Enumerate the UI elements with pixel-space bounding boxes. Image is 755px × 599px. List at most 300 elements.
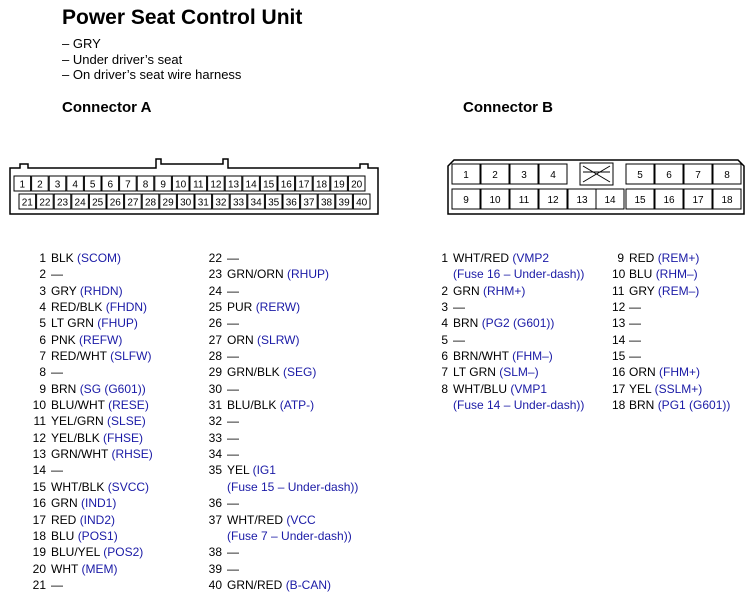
pin-description bbox=[51, 397, 149, 413]
pin-description bbox=[227, 577, 331, 593]
pin-row bbox=[20, 348, 153, 364]
pin-row bbox=[196, 430, 358, 446]
connector-a-pin-26-label: 26 bbox=[109, 197, 121, 209]
connector-b-pin-14-label: 14 bbox=[604, 195, 616, 206]
connector-a-pin-9-label: 9 bbox=[160, 179, 166, 191]
pin-number: 27 bbox=[208, 332, 222, 347]
signal-name: (SCOM) bbox=[77, 251, 122, 265]
signal-name: (REM+) bbox=[657, 251, 700, 265]
wire-color: PNK bbox=[51, 332, 76, 347]
pin-number: 5 bbox=[441, 332, 448, 347]
connector-a-pin-list-2 bbox=[196, 250, 358, 593]
pin-number: 11 bbox=[33, 414, 46, 429]
signal-name: (IND2) bbox=[79, 512, 116, 527]
signal-name: (RESE) bbox=[108, 398, 149, 413]
pin-description bbox=[51, 446, 153, 462]
signal-fuse-note: (Fuse 14 – Under-dash)) bbox=[453, 398, 585, 413]
pin-row bbox=[196, 561, 358, 577]
connector-a-pin-5-label: 5 bbox=[89, 179, 96, 191]
pin-description bbox=[453, 364, 539, 380]
wire-color: — bbox=[227, 414, 239, 429]
pin-number: 18 bbox=[612, 398, 626, 413]
connector-a-pin-27-label: 27 bbox=[127, 197, 139, 209]
pin-row bbox=[196, 397, 358, 413]
pin-description bbox=[227, 283, 239, 299]
signal-name: (SLFW) bbox=[110, 349, 152, 364]
connector-a-pin-17-label: 17 bbox=[298, 179, 310, 191]
signal-name: (FHUP) bbox=[97, 316, 138, 331]
pin-number: 32 bbox=[208, 414, 222, 429]
pin-description bbox=[51, 479, 149, 495]
pin-row bbox=[20, 299, 153, 315]
pin-row bbox=[20, 561, 153, 577]
wire-color: — bbox=[51, 267, 63, 282]
pin-row bbox=[20, 430, 153, 446]
pin-number: 21 bbox=[32, 577, 46, 592]
pin-description bbox=[227, 430, 239, 446]
signal-name: (RHSE) bbox=[111, 447, 153, 462]
pin-number: 20 bbox=[32, 561, 46, 576]
connector-a-pin-34-label: 34 bbox=[250, 197, 262, 209]
pin-row bbox=[20, 479, 153, 495]
connector-b-pin-5-label: 5 bbox=[637, 170, 643, 181]
signal-name: (IND1) bbox=[81, 496, 117, 511]
connector-b-pin-11-label: 11 bbox=[518, 195, 530, 206]
note-color: – GRY bbox=[62, 36, 101, 51]
wire-color: GRY bbox=[51, 283, 77, 298]
signal-fuse-note: (Fuse 16 – Under-dash)) bbox=[453, 267, 585, 282]
pin-number: 7 bbox=[39, 349, 46, 364]
pin-number: 3 bbox=[39, 283, 46, 298]
pin-number: 5 bbox=[39, 316, 46, 331]
pin-row bbox=[20, 446, 153, 462]
pin-row bbox=[196, 332, 358, 348]
pin-description bbox=[629, 250, 699, 266]
pin-number: 31 bbox=[208, 398, 222, 413]
pin-row bbox=[438, 364, 584, 380]
wire-color: — bbox=[227, 381, 239, 396]
connector-a-pin-39-label: 39 bbox=[338, 197, 350, 209]
signal-name: (SLRW) bbox=[257, 332, 300, 347]
wire-color: WHT/BLU bbox=[453, 381, 507, 396]
pin-row bbox=[196, 544, 358, 560]
signal-fuse-note: (Fuse 7 – Under-dash)) bbox=[227, 528, 352, 543]
signal-name: (FHDN) bbox=[105, 300, 148, 315]
pin-number: 15 bbox=[612, 349, 626, 364]
pin-number: 13 bbox=[612, 316, 626, 331]
pin-number: 4 bbox=[39, 300, 46, 315]
signal-name: (VMP2 bbox=[512, 251, 550, 265]
pin-description bbox=[629, 332, 641, 348]
pin-number: 38 bbox=[208, 545, 222, 560]
wire-color: BRN bbox=[453, 316, 479, 331]
signal-name: (SG (G601)) bbox=[79, 381, 146, 396]
wire-color: WHT/RED bbox=[227, 512, 283, 527]
pin-description bbox=[453, 381, 584, 414]
connector-a-pin-19-label: 19 bbox=[333, 179, 345, 191]
pin-row bbox=[20, 577, 153, 593]
pin-number: 12 bbox=[32, 430, 46, 445]
wire-color: GRN/RED bbox=[227, 577, 283, 592]
wire-color: — bbox=[227, 349, 239, 364]
connector-b-pin-list-2 bbox=[612, 250, 730, 413]
pin-description bbox=[51, 315, 138, 331]
pin-number: 16 bbox=[612, 365, 626, 380]
wire-color: RED/WHT bbox=[51, 349, 107, 364]
pin-row bbox=[20, 528, 153, 544]
wire-color: PUR bbox=[227, 300, 253, 315]
wire-color: — bbox=[227, 561, 239, 576]
pin-description bbox=[51, 544, 143, 560]
wire-color: WHT/BLK bbox=[51, 479, 105, 494]
pin-number: 23 bbox=[208, 267, 222, 282]
pin-description bbox=[51, 561, 117, 577]
connector-a-pin-1-label: 1 bbox=[19, 179, 26, 191]
connector-b-pin-15-label: 15 bbox=[634, 195, 646, 206]
connector-a-pin-10-label: 10 bbox=[175, 179, 187, 191]
connector-b-pin-list-1 bbox=[438, 250, 584, 413]
pin-row bbox=[612, 299, 730, 315]
pin-row bbox=[438, 348, 584, 364]
wire-color: BLU bbox=[51, 528, 75, 543]
connector-a-pin-28-label: 28 bbox=[144, 197, 157, 209]
wire-color: — bbox=[227, 251, 239, 265]
wire-color: BRN bbox=[629, 398, 655, 413]
connector-a-pin-35-label: 35 bbox=[268, 197, 280, 209]
pin-number: 26 bbox=[208, 316, 222, 331]
pin-row bbox=[20, 413, 153, 429]
pin-row bbox=[612, 381, 730, 397]
pin-row bbox=[612, 348, 730, 364]
wire-color: — bbox=[629, 349, 641, 364]
pin-number: 17 bbox=[32, 512, 46, 527]
connector-a-pin-list-1 bbox=[20, 250, 153, 593]
pin-number: 1 bbox=[39, 251, 46, 265]
pin-number: 28 bbox=[208, 349, 222, 364]
pin-description bbox=[453, 332, 465, 348]
connector-a-pin-22-label: 22 bbox=[39, 197, 51, 209]
signal-name: (B-CAN) bbox=[285, 577, 332, 592]
connector-b-title: Connector B bbox=[463, 99, 553, 116]
pin-description bbox=[227, 348, 239, 364]
connector-a-pin-23-label: 23 bbox=[56, 197, 69, 209]
signal-name: (REM–) bbox=[657, 283, 700, 298]
pin-description bbox=[629, 266, 698, 282]
pin-row bbox=[612, 283, 730, 299]
pin-description bbox=[227, 266, 329, 282]
wire-color: GRN/WHT bbox=[51, 447, 109, 462]
wire-color: RED bbox=[629, 251, 655, 265]
connector-a-pin-20-label: 20 bbox=[351, 179, 363, 191]
pin-row bbox=[612, 332, 730, 348]
wire-color: — bbox=[227, 430, 239, 445]
signal-name: (ATP-) bbox=[279, 398, 315, 413]
connector-a-pin-12-label: 12 bbox=[210, 179, 222, 191]
page-title: Power Seat Control Unit bbox=[62, 6, 303, 29]
wire-color: GRN bbox=[453, 283, 480, 298]
signal-name: (FHM+) bbox=[659, 365, 701, 380]
pin-number: 40 bbox=[208, 577, 222, 592]
pin-row bbox=[438, 250, 584, 283]
connector-b-pin-1-label: 1 bbox=[463, 170, 469, 181]
pin-number: 35 bbox=[208, 463, 222, 478]
pin-number: 29 bbox=[208, 365, 222, 380]
pin-description bbox=[227, 397, 314, 413]
signal-name: (VCC bbox=[286, 512, 316, 527]
signal-name: (FHSE) bbox=[103, 430, 144, 445]
pin-row bbox=[20, 364, 153, 380]
pin-row bbox=[196, 577, 358, 593]
pin-description bbox=[51, 495, 116, 511]
pin-number: 1 bbox=[441, 251, 448, 265]
connector-a-pin-33-label: 33 bbox=[232, 197, 245, 209]
connector-a-pin-3-label: 3 bbox=[54, 179, 61, 191]
pin-number: 8 bbox=[39, 365, 46, 380]
pin-row bbox=[612, 266, 730, 282]
wire-color: — bbox=[51, 577, 63, 592]
connector-b-pin-3-label: 3 bbox=[521, 170, 527, 181]
pin-row bbox=[612, 397, 730, 413]
connector-b-pin-17-label: 17 bbox=[692, 195, 704, 206]
connector-a-pin-31-label: 31 bbox=[197, 197, 209, 209]
pin-number: 11 bbox=[612, 283, 625, 298]
pin-row bbox=[20, 332, 153, 348]
pin-description bbox=[51, 283, 123, 299]
pin-row bbox=[612, 315, 730, 331]
wire-color: BLU/WHT bbox=[51, 398, 105, 413]
connector-a-pin-24-label: 24 bbox=[74, 197, 86, 209]
signal-name: (IG1 bbox=[252, 463, 276, 478]
pin-number: 18 bbox=[32, 528, 46, 543]
wire-color: LT GRN bbox=[51, 316, 94, 331]
connector-a-pin-36-label: 36 bbox=[285, 197, 297, 209]
pin-description bbox=[51, 512, 115, 528]
pin-description bbox=[51, 413, 146, 429]
signal-name: (FHM–) bbox=[512, 349, 553, 364]
signal-name: (POS2) bbox=[103, 545, 144, 560]
wire-color: — bbox=[227, 545, 239, 560]
pin-number: 16 bbox=[32, 496, 46, 511]
pin-number: 13 bbox=[32, 447, 46, 462]
wire-color: WHT/RED bbox=[453, 251, 509, 265]
pin-description bbox=[453, 299, 465, 315]
connector-b-pin-16-label: 16 bbox=[663, 195, 675, 206]
wire-color: BRN bbox=[51, 381, 77, 396]
connector-a-pin-13-label: 13 bbox=[227, 179, 240, 191]
pin-number: 36 bbox=[208, 496, 222, 511]
pin-description bbox=[629, 397, 730, 413]
pin-description bbox=[51, 348, 151, 364]
connector-a-pin-37-label: 37 bbox=[303, 197, 315, 209]
pin-row bbox=[438, 283, 584, 299]
signal-name: (PG2 (G601)) bbox=[481, 316, 555, 331]
wire-color: BRN/WHT bbox=[453, 349, 509, 364]
pin-description bbox=[227, 250, 239, 266]
pin-description bbox=[227, 462, 358, 495]
signal-name: (RHM+) bbox=[483, 283, 526, 298]
pin-description bbox=[629, 348, 641, 364]
wire-color: WHT bbox=[51, 561, 79, 576]
pin-row bbox=[20, 381, 153, 397]
wire-color: RED bbox=[51, 512, 77, 527]
connector-b-pin-12-label: 12 bbox=[547, 195, 559, 206]
connector-a-pin-40-label: 40 bbox=[356, 197, 368, 209]
pin-number: 12 bbox=[612, 300, 626, 315]
wire-color: YEL bbox=[629, 381, 652, 396]
pin-number: 30 bbox=[208, 381, 222, 396]
pin-description bbox=[227, 446, 239, 462]
pin-number: 9 bbox=[617, 251, 624, 265]
pin-description bbox=[227, 332, 299, 348]
pin-row bbox=[20, 250, 153, 266]
note-harness: – On driver’s seat wire harness bbox=[62, 67, 242, 82]
wire-color: — bbox=[227, 283, 239, 298]
wire-color: — bbox=[629, 316, 641, 331]
connector-a-pin-14-label: 14 bbox=[245, 179, 257, 191]
connector-a-pin-29-label: 29 bbox=[162, 197, 174, 209]
pin-description bbox=[227, 364, 316, 380]
connector-a-pin-18-label: 18 bbox=[315, 179, 328, 191]
pin-description bbox=[51, 299, 147, 315]
pin-row bbox=[438, 332, 584, 348]
pin-number: 4 bbox=[441, 316, 448, 331]
pin-description bbox=[51, 364, 63, 380]
pin-number: 14 bbox=[612, 332, 626, 347]
pin-description bbox=[51, 577, 63, 593]
signal-name: (REFW) bbox=[79, 332, 123, 347]
pin-row bbox=[438, 299, 584, 315]
pin-row bbox=[196, 250, 358, 266]
pin-row bbox=[196, 495, 358, 511]
pin-row bbox=[438, 381, 584, 414]
pin-row bbox=[196, 348, 358, 364]
wire-color: GRN/ORN bbox=[227, 267, 284, 282]
wire-color: YEL/BLK bbox=[51, 430, 100, 445]
wire-color: GRN/BLK bbox=[227, 365, 280, 380]
wire-color: RED/BLK bbox=[51, 300, 103, 315]
pin-row bbox=[196, 462, 358, 495]
connector-b-pin-13-label: 13 bbox=[576, 195, 588, 206]
signal-name: (MEM) bbox=[81, 561, 118, 576]
pin-description bbox=[51, 332, 122, 348]
pin-number: 14 bbox=[32, 463, 46, 478]
pin-description bbox=[227, 315, 239, 331]
pin-number: 6 bbox=[39, 332, 46, 347]
signal-name: (POS1) bbox=[77, 528, 118, 543]
wire-color: — bbox=[227, 496, 239, 511]
pin-description bbox=[51, 462, 63, 478]
pin-row bbox=[196, 512, 358, 545]
pin-number: 37 bbox=[208, 512, 222, 527]
pin-description bbox=[51, 528, 118, 544]
pin-description bbox=[453, 250, 584, 283]
wire-color: — bbox=[453, 300, 465, 315]
pin-row bbox=[196, 299, 358, 315]
connector-b-pin-9-label: 9 bbox=[463, 195, 469, 206]
signal-name: (RERW) bbox=[255, 300, 301, 315]
pin-number: 3 bbox=[441, 300, 448, 315]
connector-a-pin-8-label: 8 bbox=[142, 179, 149, 191]
wire-color: — bbox=[51, 365, 63, 380]
pin-description bbox=[453, 315, 554, 331]
wire-color: BLU/BLK bbox=[227, 398, 277, 413]
pin-description bbox=[227, 544, 239, 560]
pin-row bbox=[612, 250, 730, 266]
connector-face-diagram bbox=[0, 0, 755, 240]
connector-a-pin-4-label: 4 bbox=[72, 179, 78, 191]
connector-b-pin-10-label: 10 bbox=[489, 195, 501, 206]
pin-row bbox=[20, 512, 153, 528]
pin-row bbox=[196, 364, 358, 380]
pin-number: 9 bbox=[39, 381, 46, 396]
pin-row bbox=[20, 495, 153, 511]
signal-name: (RHUP) bbox=[287, 267, 330, 282]
connector-a-pin-25-label: 25 bbox=[92, 197, 104, 209]
pin-row bbox=[196, 315, 358, 331]
wire-color: — bbox=[227, 447, 239, 462]
signal-name: (VMP1 bbox=[510, 381, 548, 396]
wire-color: LT GRN bbox=[453, 365, 496, 380]
pin-row bbox=[196, 446, 358, 462]
pin-number: 17 bbox=[612, 381, 626, 396]
wire-color: YEL bbox=[227, 463, 250, 478]
signal-name: (SVCC) bbox=[107, 479, 150, 494]
connector-a-pin-11-label: 11 bbox=[193, 179, 204, 191]
signal-name: (SEG) bbox=[283, 365, 317, 380]
wire-color: — bbox=[629, 300, 641, 315]
pin-row bbox=[20, 462, 153, 478]
connector-a-pin-2-label: 2 bbox=[37, 179, 43, 191]
signal-name: (SLSE) bbox=[107, 414, 146, 429]
pin-description bbox=[227, 561, 239, 577]
pin-description bbox=[227, 512, 352, 545]
pin-row bbox=[196, 413, 358, 429]
pin-row bbox=[20, 283, 153, 299]
pin-number: 34 bbox=[208, 447, 222, 462]
wire-color: — bbox=[629, 332, 641, 347]
pin-row bbox=[20, 397, 153, 413]
connector-b-pin-2-label: 2 bbox=[492, 170, 498, 181]
wire-color: ORN bbox=[629, 365, 656, 380]
wire-color: BLU bbox=[629, 267, 653, 282]
connector-a-pin-15-label: 15 bbox=[263, 179, 275, 191]
signal-name: (SSLM+) bbox=[654, 381, 703, 396]
wire-color: BLK bbox=[51, 251, 74, 265]
connector-b-pin-18-label: 18 bbox=[721, 195, 733, 206]
connector-b-pin-7-label: 7 bbox=[695, 170, 701, 181]
pin-row bbox=[20, 266, 153, 282]
pin-number: 8 bbox=[441, 381, 448, 396]
pin-number: 39 bbox=[208, 561, 222, 576]
pin-number: 24 bbox=[208, 283, 222, 298]
connector-b-pin-6-label: 6 bbox=[666, 170, 672, 181]
wire-color: — bbox=[453, 332, 465, 347]
pin-description bbox=[227, 381, 239, 397]
pin-number: 25 bbox=[208, 300, 222, 315]
signal-name: (RHM–) bbox=[655, 267, 698, 282]
note-location: – Under driver’s seat bbox=[62, 51, 183, 67]
connector-a-pin-30-label: 30 bbox=[180, 197, 192, 209]
wire-color: GRN bbox=[51, 496, 78, 511]
connector-a-pin-6-label: 6 bbox=[107, 179, 114, 191]
pin-number: 2 bbox=[39, 267, 46, 282]
connector-a-pin-38-label: 38 bbox=[320, 197, 333, 209]
pin-description bbox=[629, 381, 702, 397]
connector-a-pin-21-label: 21 bbox=[21, 197, 33, 209]
pin-description bbox=[51, 266, 63, 282]
pin-row bbox=[438, 315, 584, 331]
pin-description bbox=[51, 430, 143, 446]
